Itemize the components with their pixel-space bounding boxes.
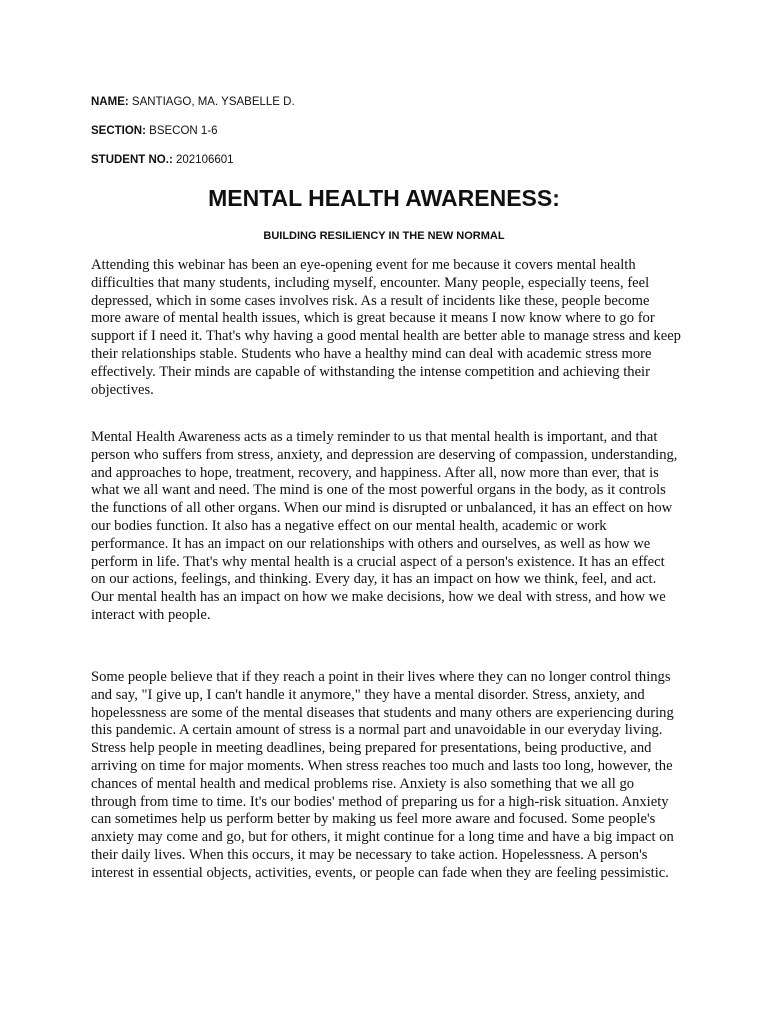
student-number-line: [91, 153, 234, 167]
section-value: BSECON 1-6: [149, 125, 218, 137]
paragraph-3: Some people believe that if they reach a point in their lives where they can no longer control things and say, "I give up, I can't handle it anymore," they have a mental disorder. Stress, anxiety, and hopelessness are some of the mental diseases that students and many others are experiencing during this pandemic. A certain amount of stress is a normal part and unavoidable in our everyday living. Stress help people in meeting deadlines, being prepared for presentations, being productive, and arriving on time for major moments. When stress reaches too much and lasts too long, however, the chances of mental health and medical problems rise. Anxiety is also something that we all go through from time to time. It's our bodies' method of preparing us for a high-risk situation. Anxiety can sometimes help us perform better by making us feel more aware and focused. Some people's anxiety may come and go, but for others, it might continue for a long time and have a big impact on their daily lives. When this occurs, it may be necessary to take action. Hopelessness. A person's interest in essential objects, activities, events, or people can fade when they are feeling pessimistic.: [91, 669, 674, 881]
document-title: MENTAL HEALTH AWARENESS:: [208, 185, 560, 211]
paragraph-2: Mental Health Awareness acts as a timely reminder to us that mental health is important, and that person who suffers from stress, anxiety, and depression are deserving of compassion, understanding, and approaches to hope, treatment, recovery, and happiness. After all, now more than ever, that is what we all want and need. The mind is one of the most powerful organs in the body, as it controls the functions of all other organs. When our mind is disrupted or unbalanced, it has an effect on how our bodies function. It also has a negative effect on our mental health, academic or work performance. It has an impact on our relationships with others and ourselves, as well as how we perform in life. That's why mental health is a crucial aspect of a person's existence. It has an effect on our actions, feelings, and thinking. Every day, it has an impact on how we think, feel, and act. Our mental health has an impact on how we make decisions, how we deal with stress, and how we interact with people.: [91, 429, 678, 623]
student-name-line: [91, 95, 295, 109]
student-number-value: 202106601: [175, 154, 234, 166]
name-label: NAME:: [91, 96, 129, 108]
student-number-label: STUDENT NO.:: [91, 154, 173, 166]
document-subtitle: BUILDING RESILIENCY IN THE NEW NORMAL: [263, 230, 505, 242]
section-label: SECTION:: [91, 125, 146, 137]
section-line: [91, 124, 218, 138]
paragraph-1: Attending this webinar has been an eye-opening event for me because it covers mental health difficulties that many students, including myself, encounter. Many people, especially teens, feel depressed, which in some cases involves risk. As a result of incidents like these, people become more aware of mental health issues, which is great because it means I now know where to go for support if I need it. That's why having a good mental health are better able to manage stress and keep their relationships stable. Students who have a healthy mind can deal with academic stress more effectively. Their minds are capable of withstanding the intense competition and achieving their objectives.: [91, 257, 681, 398]
name-value: SANTIAGO, MA. YSABELLE D.: [131, 96, 295, 108]
